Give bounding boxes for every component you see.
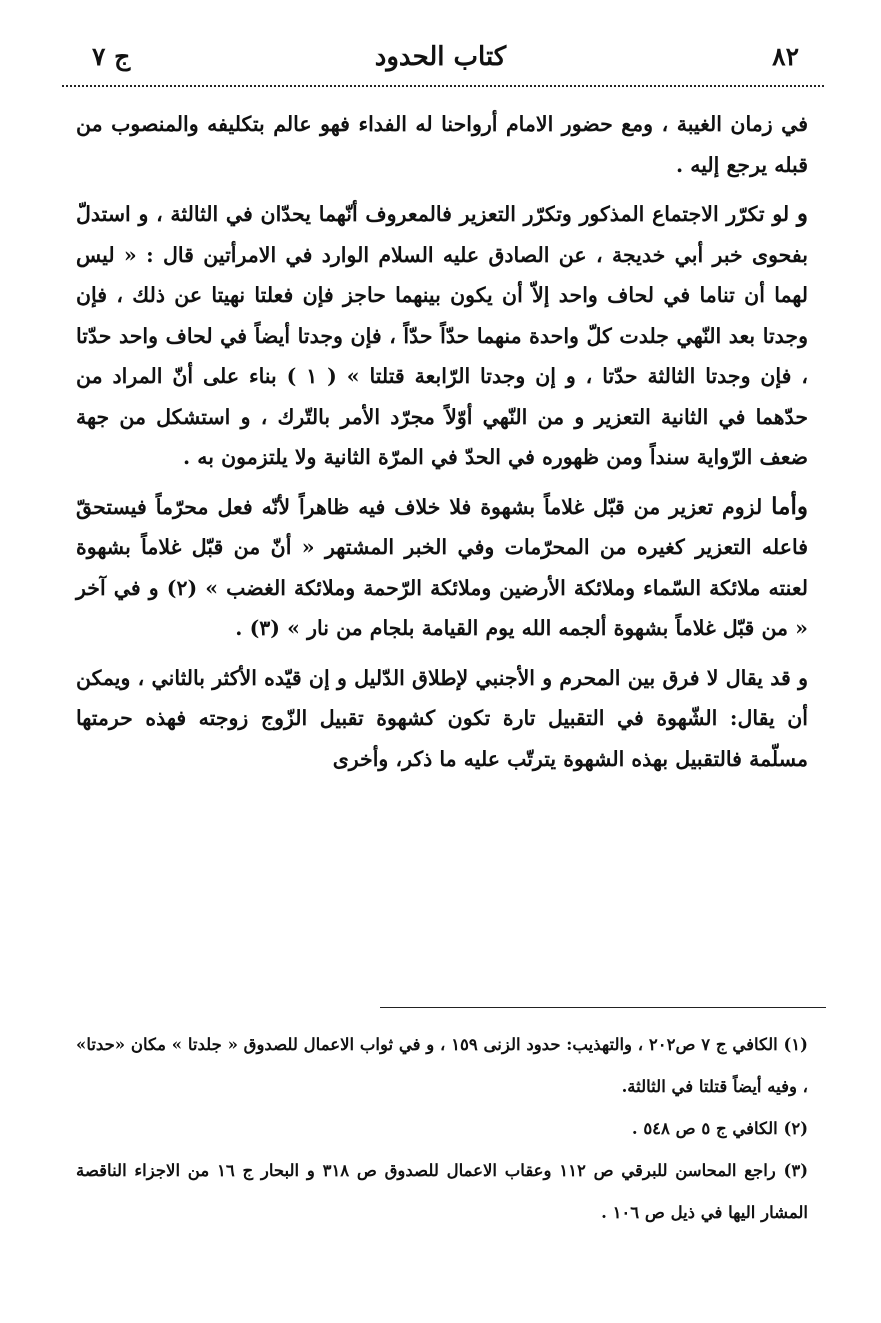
paragraph-lead-word: و [796, 200, 808, 227]
footnote-divider [380, 1007, 826, 1008]
main-text [76, 104, 808, 779]
paragraph-text: في زمان الغيبة ، ومع حضور الامام أرواحنا له الفداء فهو عالم بتكليفه والمنصوب من قبله يرجع إليه . [76, 112, 808, 177]
paragraph-text: و قد يقال لا فرق بين المحرم و الأجنبي لإطلاق الدّليل و إن قيّده الأكثر بالثاني ، ويمكن أن يقال: الشّهوة في التقبيل تارة تكون كشهوة تقبيل الزّوج زوجته فهذه حرمتها مسلّمة فالتقبيل بهذه الشهوة يترتّب عليه ما ذكر، وأخرى [76, 665, 808, 771]
chapter-title: كتاب الحدود [374, 42, 507, 72]
paragraph [76, 104, 808, 185]
footnote: (٢) الكافي ج ٥ ص ٥٤٨ . [631, 1119, 808, 1138]
running-header [0, 0, 881, 90]
paragraph-text: لو تكرّر الاجتماع المذكور وتكرّر التعزير فالمعروف أنّهما يحدّان في الثالثة ، و استدلّ بفحوى خبر أبي خديجة ، عن الصادق عليه السلام الوارد في الامرأتين قال : « ليس لهما أن تناما في لحاف واحد إلاّ أن يكون بينهما حاجز فإن فعلتا نهيتا عن ذلك ، فإن وجدتا بعد النّهي جلدت كلّ واحدة منهما حدّاً حدّاً ، فإن وجدتا أيضاً في لحاف واحد حدّتا ، فإن وجدتا الثالثة حدّتا ، و إن وجدتا الرّابعة قتلتا » ( ١ ) بناء على أنّ المراد من حدّهما في الثانية التعزير و من النّهي أوّلاً مجرّد الأمر بالتّرك ، و استشكل من جهة ضعف الرّواية سنداً ومن ظهوره في الحدّ في المرّة الثانية ولا يلتزمون به . [76, 202, 808, 469]
paragraph-lead-word: وأما [771, 492, 808, 520]
page-number: ٨٢ [772, 42, 799, 71]
paragraph-text: لزوم تعزير من قبّل غلاماً بشهوة فلا خلاف فيه ظاهراً لأنّه فعل محرّماً فيستحقّ فاعله التعزير كغيره من المحرّمات وفي الخبر المشتهر « أنّ من قبّل غلاماً بشهوة لعنته ملائكة السّماء وملائكة الأرضين وملائكة الرّحمة وملائكة الغضب » (٢) و في آخر « من قبّل غلاماً بشهوة ألجمه الله يوم القيامة بلجام من نار » (٣) . [76, 494, 808, 640]
volume-label: ج ٧ [92, 42, 131, 71]
footnote: (١) الكافي ج ٧ ص٢٠٢ ، والتهذيب: حدود الزنى ١٥٩ ، و في ثواب الاعمال للصدوق « جلدتا » مكان «حدتا» ، وفيه أيضاً قتلتا في الثالثة. [76, 1035, 808, 1096]
footnotes [76, 1024, 808, 1234]
header-divider [62, 85, 824, 87]
footnote: (٣) راجع المحاسن للبرقي ص ١١٢ وعقاب الاعمال للصدوق ص ٣١٨ و البحار ج ١٦ من الاجزاء الناقصة المشار اليها في ذيل ص ١٠٦ . [76, 1161, 808, 1222]
paragraph [76, 658, 808, 780]
paragraph [76, 487, 808, 649]
paragraph [76, 194, 808, 478]
